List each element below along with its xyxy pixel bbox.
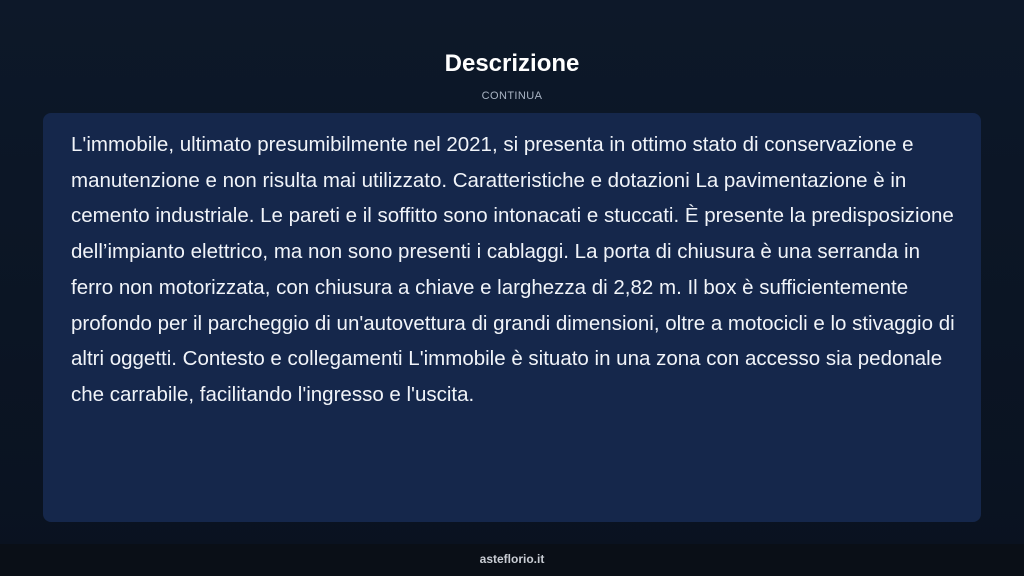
description-card <box>43 113 981 522</box>
page-title: Descrizione <box>444 50 580 77</box>
footer-brand: asteflorio.it <box>479 552 545 566</box>
continue-label: CONTINUA <box>481 90 543 102</box>
description-text: L'immobile, ultimato presumibilmente nel 2021, si presenta in ottimo stato di conservazione e manutenzione e non risulta mai utilizzato. Caratteristiche e dotazioni La pavimentazione è in cemento industriale. Le pareti e il soffitto sono intonacati e stuccati. È presente la predisposizione dell’impianto elettrico, ma non sono presenti i cablaggi. La porta di chiusura è una serranda in ferro non motorizzata, con chiusura a chiave e larghezza di 2,82 m. Il box è sufficientemente profondo per il parcheggio di un'autovettura di grandi dimensioni, oltre a motocicli e lo stivaggio di altri oggetti. Contesto e collegamenti L'immobile è situato in una zona con accesso sia pedonale che carrabile, facilitando l'ingresso e l'uscita. <box>71 133 955 406</box>
footer-bar <box>0 544 1024 576</box>
